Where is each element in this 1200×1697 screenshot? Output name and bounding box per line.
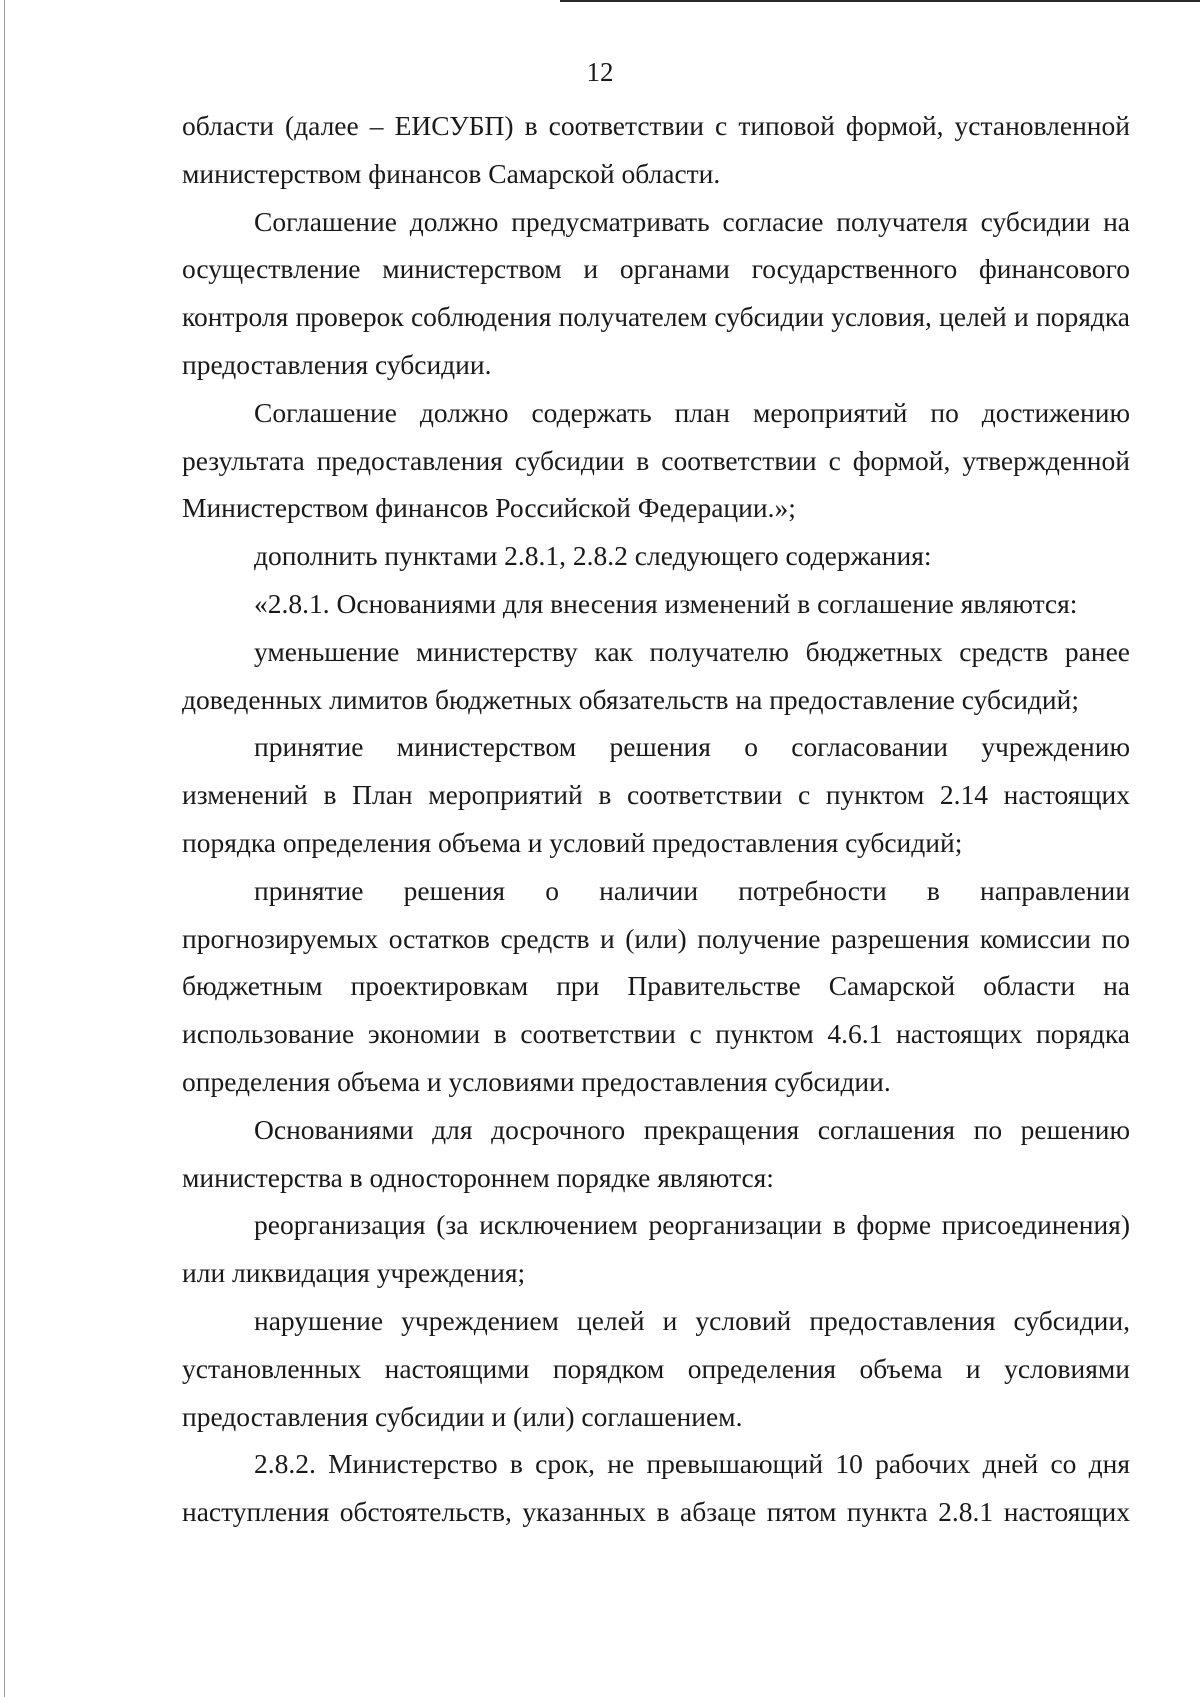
paragraph: Соглашение должно содержать план мероприятий по достижению результата предоставления субсидии в соответствии с формой, утвержденной Министерством финансов Российской Федерации.»;: [182, 396, 1130, 524]
paragraph: принятие министерством решения о согласовании учреждению изменений в План мероприятий в соответствии с пунктом 2.14 настоящих порядка определения объема и условий предоставления субсидий;: [182, 731, 1130, 858]
paragraph: «2.8.1. Основаниями для внесения изменений в соглашение являются:: [254, 587, 1078, 619]
paragraph: уменьшение министерству как получателю бюджетных средств ранее доведенных лимитов бюджетных обязательств на предоставление субсидий;: [182, 635, 1130, 715]
paragraph: дополнить пунктами 2.8.1, 2.8.2 следующего содержания:: [254, 540, 932, 572]
paragraph: нарушение учреждением целей и условий предоставления субсидии, установленных настоящими порядком определения объема и условиями предоставления субсидии и (или) соглашением.: [182, 1304, 1130, 1432]
paragraph: Основаниями для досрочного прекращения соглашения по решению министерства в одностороннем порядке являются:: [182, 1113, 1130, 1193]
scan-edge-top: [560, 0, 1200, 2]
paragraph: Соглашение должно предусматривать согласие получателя субсидии на осуществление министерством и органами государственного финансового контроля проверок соблюдения получателем субсидии условия, целей и порядка предоставления субсидии.: [182, 205, 1130, 380]
paragraph: 2.8.2. Министерство в срок, не превышающий 10 рабочих дней со дня наступления обстоятельств, указанных в абзаце пятом пункта 2.8.1 настоящих: [182, 1448, 1130, 1528]
document-body: [182, 102, 1130, 1536]
paragraph: реорганизация (за исключением реорганизации в форме присоединения) или ликвидация учреждения;: [182, 1209, 1130, 1289]
scan-edge-left: [4, 0, 5, 1697]
paragraph: области (далее – ЕИСУБП) в соответствии с типовой формой, установленной министерством финансов Самарской области.: [182, 110, 1130, 189]
page-number: 12: [586, 57, 614, 87]
paragraph: принятие решения о наличии потребности в направлении прогнозируемых остатков средств и (или) получение разрешения комиссии по бюджетным проектировкам при Правительстве Самарской области на использование экономии в соответствии с пунктом 4.6.1 настоящих порядка определения объема и условиями предоставления субсидии.: [182, 874, 1130, 1097]
